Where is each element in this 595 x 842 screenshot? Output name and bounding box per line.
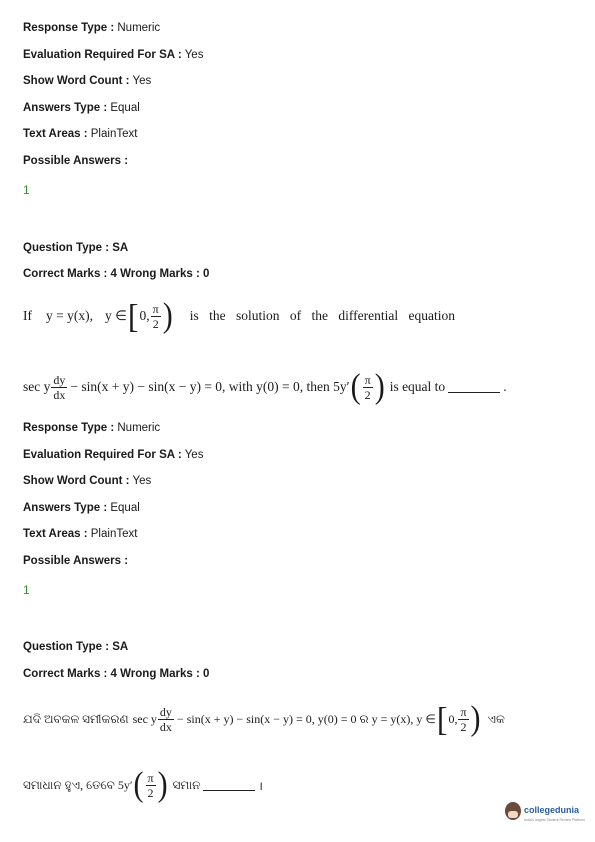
question-type: Question Type : SA — [23, 641, 129, 653]
evaluation-field: Evaluation Required For SA : Yes — [23, 49, 204, 61]
evaluation-field: Evaluation Required For SA : Yes — [23, 449, 204, 461]
possible-answers-label: Possible Answers : — [23, 155, 129, 167]
question-line-1-words: is the solution of the differential equation — [189, 308, 455, 323]
answer-blank — [448, 382, 500, 393]
possible-answer-value: 1 — [23, 583, 30, 597]
response-type-field: Response Type : Numeric — [23, 422, 161, 434]
odia-question-line-1: ଯଦି ଅବକଳ ସମୀକରଣ sec y $\frac{dy}{dx}$ − sin(x + y) − sin(x − y) = 0, y(0) = 0 ର y = y(x), y ∈ [ 0, $\frac{\pi}{2}$ ) ଏକ — [23, 699, 505, 738]
answers-type-field: Answers Type : Equal — [23, 102, 140, 114]
question-line-2: sec y $\frac{dy}{dx}$ − sin(x + y) − sin(x − y) = 0, with y(0) = 0, then 5y′ ( $\frac{\pi}{2}$ ) is equal to . — [23, 367, 507, 406]
text-areas-field: Text Areas : PlainText — [23, 128, 138, 140]
question-line-1: If y = y(x), y ∈ [ 0, $\frac{\pi}{2}$ ) is the solution of the differential equation — [23, 296, 455, 335]
word-count-field: Show Word Count : Yes — [23, 75, 152, 87]
question-marks: Correct Marks : 4 Wrong Marks : 0 — [23, 668, 210, 680]
text-areas-field: Text Areas : PlainText — [23, 528, 138, 540]
word-count-field: Show Word Count : Yes — [23, 475, 152, 487]
possible-answers-label: Possible Answers : — [23, 555, 129, 567]
question-type: Question Type : SA — [23, 242, 129, 254]
logo-tagline: India's largest Student Review Platform — [524, 818, 585, 822]
question-marks: Correct Marks : 4 Wrong Marks : 0 — [23, 268, 210, 280]
collegedunia-logo — [505, 800, 585, 822]
possible-answer-value: 1 — [23, 183, 30, 197]
answer-blank — [203, 780, 255, 791]
logo-name: collegedunia — [524, 805, 580, 815]
response-type-field: Response Type : Numeric — [23, 22, 161, 34]
answers-type-field: Answers Type : Equal — [23, 502, 140, 514]
student-mascot-icon — [505, 802, 521, 820]
odia-question-line-2: ସମାଧାନ ହୁଏ, ତେବେ 5y′ ( $\frac{\pi}{2}$ ) ସମାନ । — [23, 765, 263, 804]
